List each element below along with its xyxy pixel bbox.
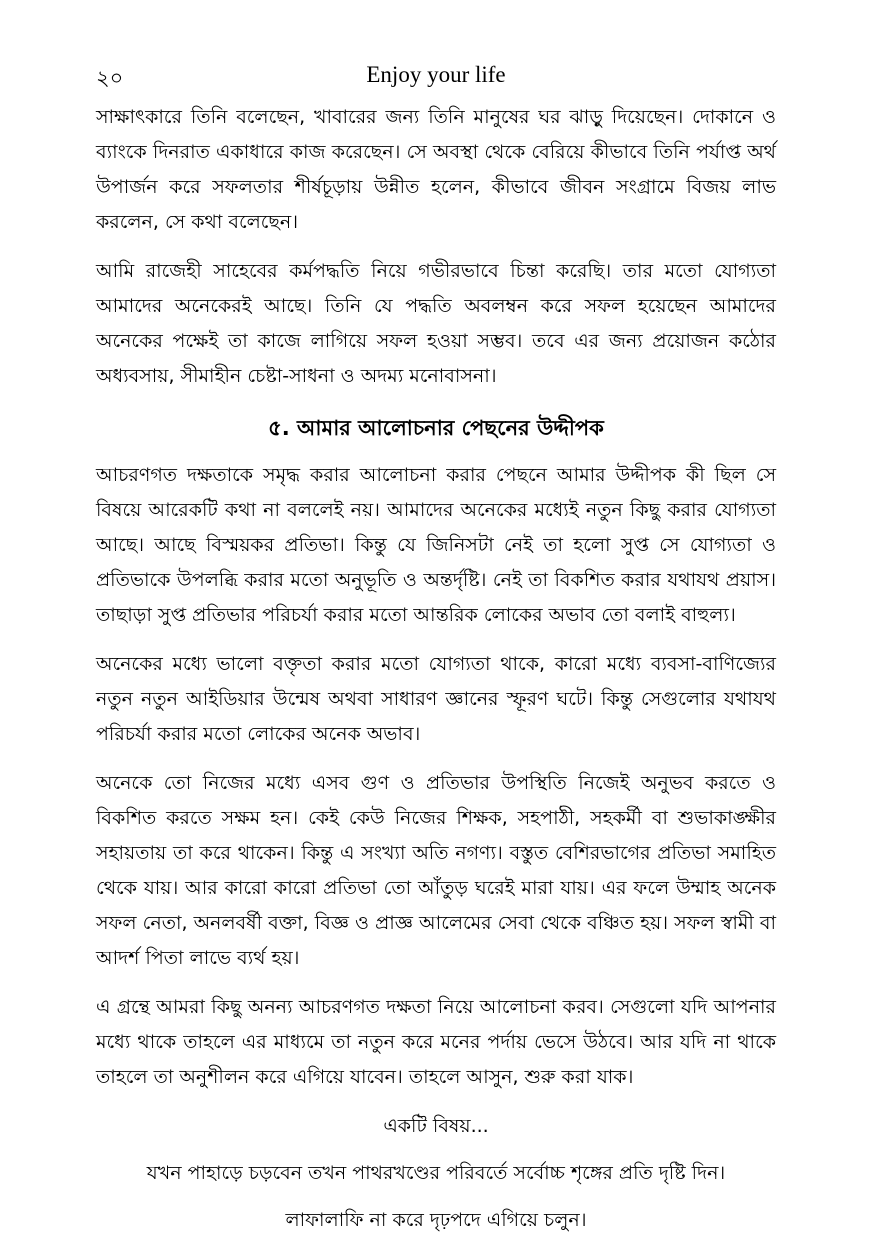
- page-header: [96, 62, 776, 96]
- paragraph: সাক্ষাৎকারে তিনি বলেছেন, খাবারের জন্য তিনি মানুষের ঘর ঝাড়ু দিয়েছেন। দোকানে ও ব্যাংকে দিনরাত একাধারে কাজ করেছেন। সে অবস্থা থেকে বেরিয়ে কীভাবে তিনি পর্যাপ্ত অর্থ উপার্জন করে সফলতার শীর্ষচূড়ায় উন্নীত হলেন, কীভাবে জীবন সংগ্রামে বিজয় লাভ করলেন, সে কথা বলেছেন।: [96, 106, 776, 233]
- paragraph: আমি রাজেহী সাহেবের কর্মপদ্ধতি নিয়ে গভীরভাবে চিন্তা করেছি। তার মতো যোগ্যতা আমাদের অনেকেরই আছে। তিনি যে পদ্ধতি অবলম্বন করে সফল হয়েছেন আমাদের অনেকের পক্ষেই তা কাজে লাগিয়ে সফল হওয়া সম্ভব। তবে এর জন্য প্রয়োজন কঠোর অধ্যবসায়, সীমাহীন চেষ্টা-সাধনা ও অদম্য মনোবাসনা।: [96, 260, 776, 387]
- paragraph: অনেকের মধ্যে ভালো বক্তৃতা করার মতো যোগ্যতা থাকে, কারো মধ্যে ব্যবসা-বাণিজ্যের নতুন নতুন আইডিয়ার উন্মেষ অথবা সাধারণ জ্ঞানের স্ফূরণ ঘটে। কিন্তু সেগুলোর যথাযথ পরিচর্যা করার মতো লোকের অনেক অভাব।: [96, 653, 776, 745]
- section-heading: ৫. আমার আলোচনার পেছনের উদ্দীপক: [268, 416, 604, 440]
- paragraph: আচরণগত দক্ষতাকে সমৃদ্ধ করার আলোচনা করার পেছনে আমার উদ্দীপক কী ছিল সে বিষয়ে আরেকটি কথা না বললেই নয়। আমাদের অনেকের মধ্যেই নতুন কিছু করার যোগ্যতা আছে। আছে বিস্ময়কর প্রতিভা। কিন্তু যে জিনিসটা নেই তা হলো সুপ্ত সে যোগ্যতা ও প্রতিভাকে উপলব্ধি করার মতো অনুভূতি ও অন্তর্দৃষ্টি। নেই তা বিকশিত করার যথাযথ প্রয়াস। তাছাড়া সুপ্ত প্রতিভার পরিচর্যা করার মতো আন্তরিক লোকের অভাব তো বলাই বাহুল্য।: [96, 464, 776, 626]
- closing-label: একটি বিষয়...: [383, 1115, 489, 1137]
- page-number: ২০: [96, 66, 124, 90]
- paragraph: অনেকে তো নিজের মধ্যে এসব গুণ ও প্রতিভার উপস্থিতি নিজেই অনুভব করতে ও বিকশিত করতে সক্ষম হন। কেই কেউ নিজের শিক্ষক, সহপাঠী, সহকর্মী বা শুভাকাঙ্ক্ষীর সহায়তায় তা করে থাকেন। কিন্তু এ সংখ্যা অতি নগণ্য। বস্তুত বেশিরভাগের প্রতিভা সমাহিত থেকে যায়। আর কারো কারো প্রতিভা তো আঁতুড় ঘরেই মারা যায়। এর ফলে উম্মাহ অনেক সফল নেতা, অনলবর্ষী বক্তা, বিজ্ঞ ও প্রাজ্ঞ আলেমের সেবা থেকে বঞ্চিত হয়। সফল স্বামী বা আদর্শ পিতা লাভে ব্যর্থ হয়।: [96, 772, 776, 969]
- closing-quote-line: লাফালাফি না করে দৃঢ়পদে এগিয়ে চলুন।: [285, 1209, 587, 1231]
- closing-quote-line: যখন পাহাড়ে চড়বেন তখন পাথরখণ্ডের পরিবর্তে সর্বোচ্চ শৃঙ্গের প্রতি দৃষ্টি দিন।: [146, 1162, 726, 1184]
- running-title: Enjoy your life: [366, 62, 506, 87]
- paragraph: এ গ্রন্থে আমরা কিছু অনন্য আচরণগত দক্ষতা নিয়ে আলোচনা করব। সেগুলো যদি আপনার মধ্যে থাকে তাহলে এর মাধ্যমে তা নতুন করে মনের পর্দায় ভেসে উঠবে। আর যদি না থাকে তাহলে তা অনুশীলন করে এগিয়ে যাবেন। তাহলে আসুন, শুরু করা যাক।: [96, 996, 776, 1088]
- page-body: [96, 100, 776, 1250]
